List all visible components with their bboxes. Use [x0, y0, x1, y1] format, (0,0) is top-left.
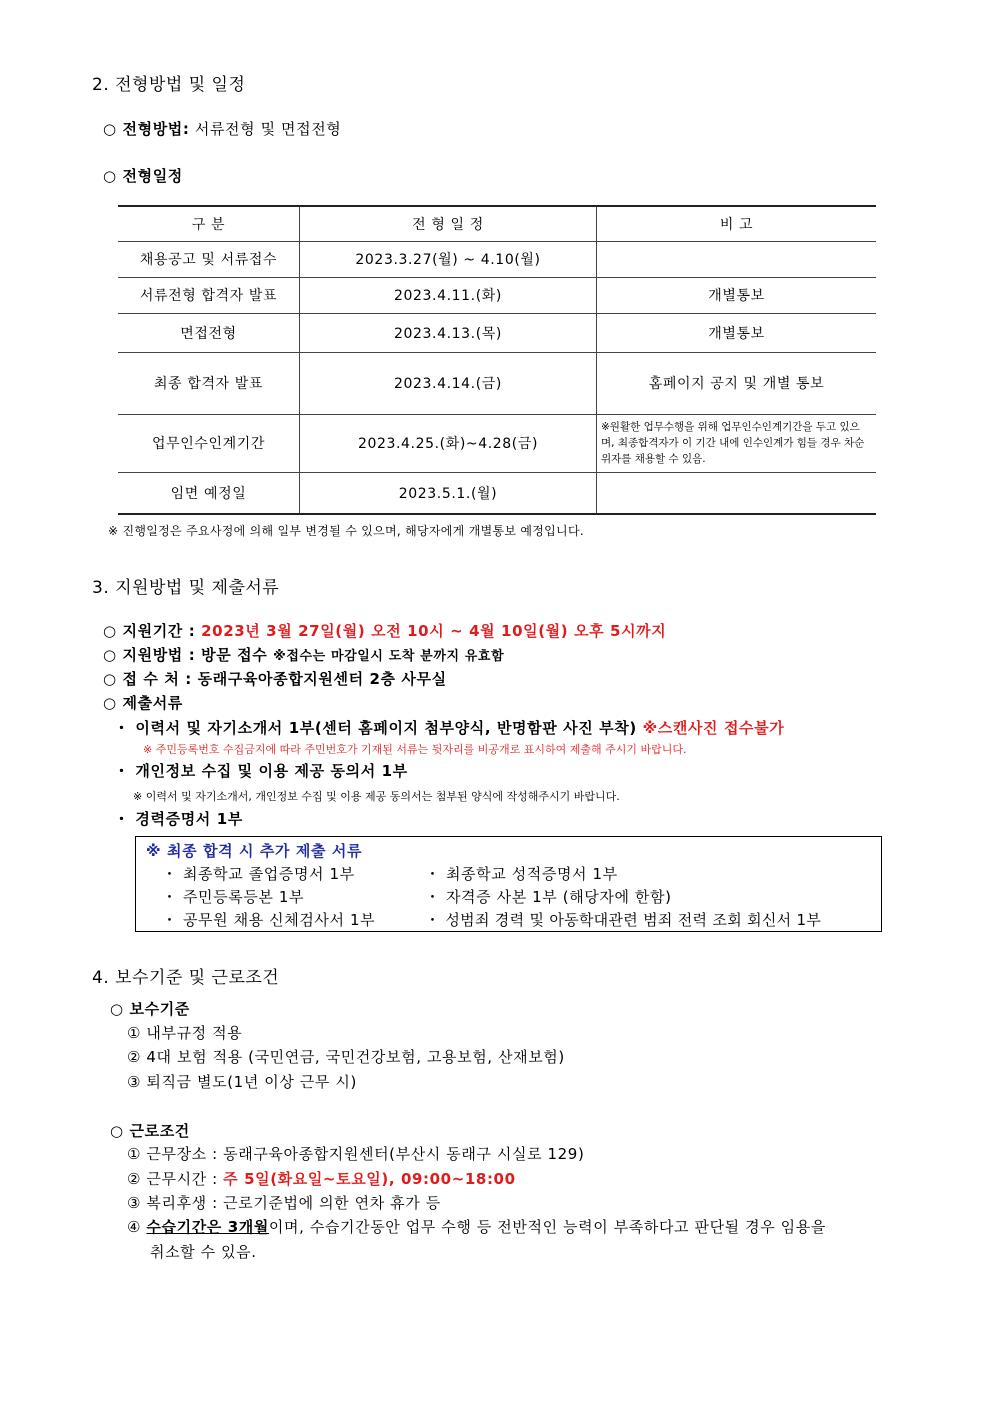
row-date: 2023.5.1.(월)	[300, 472, 597, 514]
table-row	[118, 472, 876, 514]
work-place: ① 근무장소 : 동래구육아종합지원센터(부산시 동래구 시실로 129)	[127, 1145, 585, 1163]
row-date: 2023.4.11.(화)	[300, 277, 597, 313]
schedule-table	[118, 205, 876, 515]
doc-career: ・ 경력증명서 1부	[114, 810, 243, 828]
probation-text: 이며, 수습기간동안 업무 수행 등 전반적인 능력이 부족하다고 판단될 경우 임용을	[268, 1218, 826, 1236]
method-line	[103, 118, 341, 139]
additional-doc-item: ・ 최종학교 졸업증명서 1부	[162, 865, 355, 883]
header-remarks: 비 고	[597, 206, 877, 241]
method-apply-line	[103, 644, 504, 665]
additional-doc-item: ・ 자격증 사본 1부 (해당자에 한함)	[425, 888, 672, 906]
probation-text-line2: 취소할 수 있음.	[150, 1243, 257, 1261]
probation-period: 수습기간은 3개월	[146, 1218, 269, 1236]
work-hours-label: ② 근무시간 :	[127, 1170, 224, 1188]
method-value: 서류전형 및 면접전형	[189, 120, 342, 138]
row-category: 면접전형	[118, 313, 300, 352]
pay-item: ③ 퇴직금 별도(1년 이상 근무 시)	[127, 1073, 357, 1091]
work-hours-value: 주 5일(화요일~토요일), 09:00~18:00	[223, 1170, 516, 1188]
doc-consent-note: ※ 이력서 및 자기소개서, 개인정보 수집 및 이용 제공 동의서는 첨부된 양식에 작성해주시기 바랍니다.	[133, 790, 620, 803]
period-line	[103, 620, 666, 641]
header-category: 구 분	[118, 206, 300, 241]
row-remark: 개별통보	[597, 313, 877, 352]
additional-doc-item: ・ 최종학교 성적증명서 1부	[425, 865, 618, 883]
doc-resume-note: ※ 주민등록번호 수집금지에 따라 주민번호가 기재된 서류는 뒷자리를 비공개로 표시하여 제출해 주시기 바랍니다.	[143, 743, 687, 756]
row-remark	[597, 472, 877, 514]
row-category: 임면 예정일	[118, 472, 300, 514]
probation-prefix: ④	[127, 1218, 147, 1236]
period-label: ○ 지원기간 :	[103, 622, 202, 640]
additional-docs-box	[135, 836, 882, 932]
additional-doc-item: ・ 공무원 채용 신체검사서 1부	[162, 911, 376, 929]
row-category: 서류전형 합격자 발표	[118, 277, 300, 313]
row-date: 2023.3.27(월) ~ 4.10(월)	[300, 241, 597, 277]
row-remark	[597, 241, 877, 277]
work-hours	[127, 1168, 516, 1189]
row-remark: 개별통보	[597, 277, 877, 313]
pay-item: ① 내부규정 적용	[127, 1024, 243, 1042]
row-category: 채용공고 및 서류접수	[118, 241, 300, 277]
additional-doc-item: ・ 주민등록등본 1부	[162, 888, 305, 906]
pay-label: ○ 보수기준	[110, 1000, 190, 1018]
section-2-title: 2. 전형방법 및 일정	[92, 75, 246, 95]
row-category: 최종 합격자 발표	[118, 352, 300, 414]
row-category: 업무인수인계기간	[118, 414, 300, 472]
schedule-footnote: ※ 진행일정은 주요사정에 의해 일부 변경될 수 있으며, 해당자에게 개별통보 예정입니다.	[108, 524, 584, 538]
table-row	[118, 277, 876, 313]
section-3-title: 3. 지원방법 및 제출서류	[92, 578, 280, 598]
docs-label: ○ 제출서류	[103, 694, 183, 712]
section-4-title: 4. 보수기준 및 근로조건	[92, 968, 280, 988]
apply-method-note: ※접수는 마감일시 도착 분까지 유효함	[273, 649, 505, 664]
pay-item: ② 4대 보험 적용 (국민연금, 국민건강보험, 고용보험, 산재보험)	[127, 1048, 565, 1066]
table-row	[118, 241, 876, 277]
work-probation	[127, 1216, 826, 1237]
method-label: ○ 전형방법:	[103, 120, 190, 138]
additional-docs-title: ※ 최종 합격 시 추가 제출 서류	[146, 842, 363, 860]
doc-resume-warning: ※스캔사진 접수불가	[642, 719, 785, 737]
work-label: ○ 근로조건	[110, 1122, 190, 1140]
doc-consent: ・ 개인정보 수집 및 이용 제공 동의서 1부	[114, 762, 408, 780]
additional-doc-item: ・ 성범죄 경력 및 아동학대관련 범죄 전력 조회 회신서 1부	[425, 911, 822, 929]
row-date: 2023.4.25.(화)~4.28(금)	[300, 414, 597, 472]
work-benefits: ③ 복리후생 : 근로기준법에 의한 연차 휴가 등	[127, 1194, 441, 1212]
doc-resume	[114, 717, 784, 738]
table-header-row	[118, 206, 876, 241]
table-row	[118, 313, 876, 352]
schedule-label: ○ 전형일정	[103, 167, 183, 185]
row-date: 2023.4.13.(목)	[300, 313, 597, 352]
reception-place: ○ 접 수 처 : 동래구육아종합지원센터 2층 사무실	[103, 670, 447, 688]
period-value: 2023년 3월 27일(월) 오전 10시 ~ 4월 10일(월) 오후 5시까지	[201, 622, 667, 640]
apply-method-label: ○ 지원방법 : 방문 접수	[103, 646, 274, 664]
doc-resume-text: ・ 이력서 및 자기소개서 1부(센터 홈페이지 첨부양식, 반명함판 사진 부착)	[114, 719, 643, 737]
table-row	[118, 414, 876, 472]
row-remark-note: ※원활한 업무수행을 위해 업무인수인계기간을 두고 있으며, 최종합격자가 이 기간 내에 인수인계가 힘들 경우 차순위자를 채용할 수 있음.	[597, 414, 877, 472]
row-date: 2023.4.14.(금)	[300, 352, 597, 414]
table-row	[118, 352, 876, 414]
header-schedule: 전 형 일 정	[300, 206, 597, 241]
row-remark: 홈페이지 공지 및 개별 통보	[597, 352, 877, 414]
